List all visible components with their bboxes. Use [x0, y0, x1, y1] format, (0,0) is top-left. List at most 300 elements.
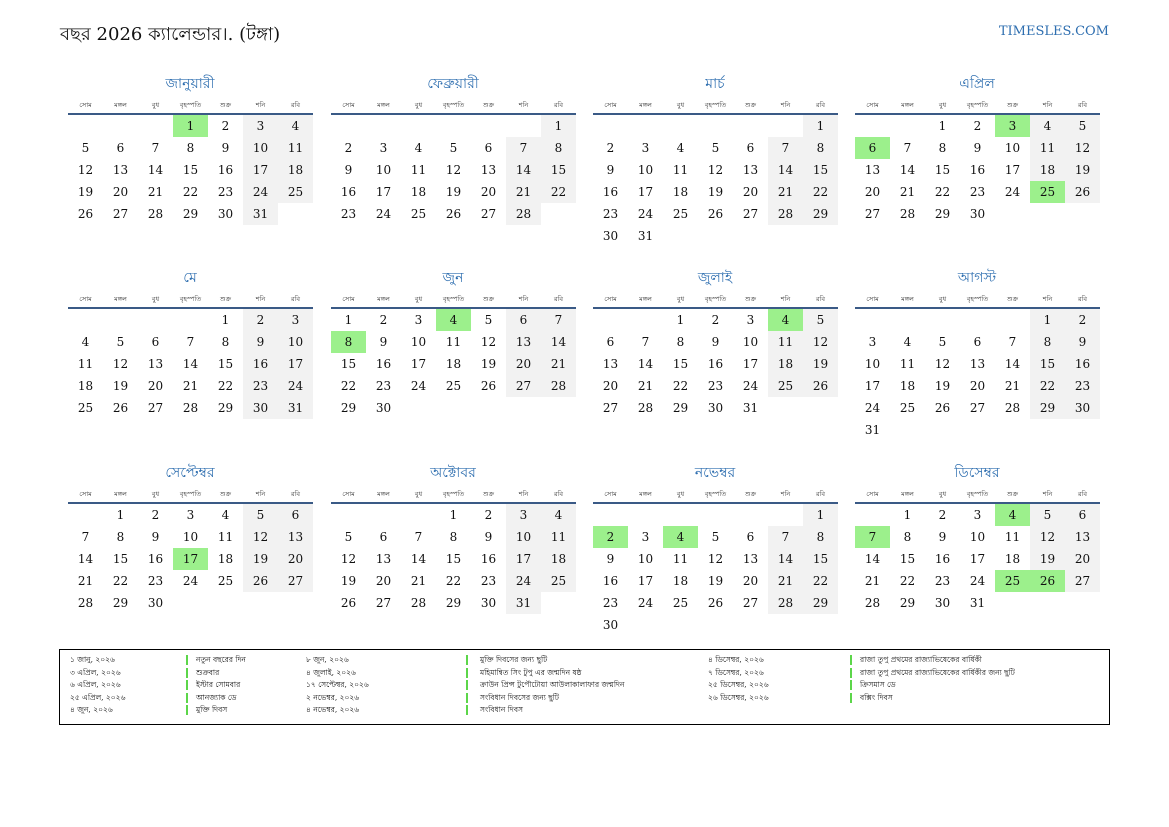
day-cell: 30 [480, 596, 497, 610]
day-cell: 24 [1004, 185, 1021, 199]
day-cell: 10 [969, 530, 986, 544]
empty-cell [890, 115, 925, 137]
day-cell: 24 [637, 207, 654, 221]
day-cell: 31 [864, 423, 881, 437]
day-cell: 8 [803, 137, 838, 159]
day-cell: 10 [375, 163, 392, 177]
legend-date: ১ জানু, ২০২৬ [70, 655, 115, 664]
day-cell: 3 [243, 115, 278, 137]
day-cell: 11 [1004, 530, 1021, 544]
day-cell: 10 [410, 335, 427, 349]
weekday-label: রবি [290, 490, 301, 498]
day-cell: 5 [449, 141, 458, 155]
day-cell: 20 [864, 185, 881, 199]
day-cell: 2 [1065, 309, 1100, 331]
day-cell: 6 [506, 309, 541, 331]
day-cell: 8 [186, 141, 195, 155]
day-cell: 23 [969, 185, 986, 199]
day-cell: 8 [449, 530, 458, 544]
day-cell: 27 [278, 570, 313, 592]
holiday-day-cell: 3 [995, 115, 1030, 137]
day-cell: 5 [116, 335, 125, 349]
day-cell: 14 [182, 357, 199, 371]
day-cell: 3 [506, 504, 541, 526]
day-cell: 19 [934, 379, 951, 393]
weekday-label: মঙ্গল [114, 101, 127, 109]
weekday-label: সোম [866, 490, 879, 498]
day-cell: 11 [1030, 137, 1065, 159]
empty-cell [768, 115, 803, 137]
legend-holiday-name: মুক্তি দিবসের জন্য ছুটি [480, 655, 548, 664]
day-cell: 15 [899, 552, 916, 566]
day-grid [68, 504, 312, 614]
day-cell: 23 [707, 379, 724, 393]
weekday-header [855, 293, 1099, 307]
day-cell: 12 [112, 357, 129, 371]
day-cell: 23 [243, 375, 278, 397]
day-cell: 6 [973, 335, 982, 349]
legend-color-marker [186, 668, 188, 678]
day-cell: 31 [637, 229, 654, 243]
day-cell: 11 [672, 552, 689, 566]
weekday-label: রবি [815, 101, 826, 109]
day-cell: 10 [506, 526, 541, 548]
day-cell: 22 [182, 185, 199, 199]
day-cell: 19 [112, 379, 129, 393]
day-grid [593, 115, 837, 247]
day-cell: 3 [973, 508, 982, 522]
day-cell: 1 [221, 313, 230, 327]
day-cell: 27 [969, 401, 986, 415]
legend-date: ৪ নভেম্বর, ২০২৬ [306, 705, 360, 714]
weekday-label: বৃহস্পতি [966, 295, 989, 303]
day-cell: 13 [480, 163, 497, 177]
day-cell: 23 [340, 207, 357, 221]
day-grid [855, 309, 1099, 441]
day-cell: 29 [934, 207, 951, 221]
empty-cell [68, 115, 103, 137]
weekday-label: মঙ্গল [114, 295, 127, 303]
day-cell: 29 [672, 401, 689, 415]
day-cell: 8 [221, 335, 230, 349]
site-link[interactable]: TIMESLES.COM [998, 24, 1109, 39]
day-grid [68, 115, 312, 225]
day-cell: 1 [1030, 309, 1065, 331]
day-cell: 28 [506, 203, 541, 225]
day-cell: 15 [340, 357, 357, 371]
day-cell: 11 [77, 357, 94, 371]
day-cell: 6 [484, 141, 493, 155]
day-grid [593, 309, 837, 419]
day-cell: 31 [969, 596, 986, 610]
day-cell: 11 [672, 163, 689, 177]
day-cell: 15 [803, 548, 838, 570]
weekday-label: শনি [518, 295, 529, 303]
day-cell: 2 [938, 508, 947, 522]
holiday-day-cell: 8 [331, 331, 366, 353]
empty-cell [925, 309, 960, 331]
day-cell: 14 [77, 552, 94, 566]
day-cell: 28 [541, 375, 576, 397]
weekday-label: সোম [866, 101, 879, 109]
weekday-label: বুধ [414, 295, 423, 303]
empty-cell [331, 504, 366, 526]
month-name: জানুয়ারী [165, 76, 215, 92]
holiday-legend [59, 649, 1110, 725]
day-cell: 20 [375, 574, 392, 588]
day-cell: 26 [112, 401, 129, 415]
day-cell: 20 [112, 185, 129, 199]
day-cell: 7 [641, 335, 650, 349]
day-cell: 24 [410, 379, 427, 393]
legend-color-marker [186, 693, 188, 703]
day-cell: 15 [803, 159, 838, 181]
weekday-label: বৃহস্পতি [704, 101, 727, 109]
month-name: নভেম্বর [694, 465, 736, 481]
legend-date: ৮ জুন, ২০২৬ [306, 655, 349, 664]
day-cell: 20 [1065, 548, 1100, 570]
day-cell: 18 [77, 379, 94, 393]
weekday-label: সোম [342, 295, 355, 303]
weekday-label: বুধ [676, 295, 685, 303]
day-cell: 19 [480, 357, 497, 371]
day-cell: 15 [672, 357, 689, 371]
weekday-label: বুধ [938, 101, 947, 109]
legend-color-marker [850, 655, 852, 665]
day-cell: 30 [934, 596, 951, 610]
day-cell: 21 [77, 574, 94, 588]
legend-date: ৭ ডিসেম্বর, ২০২৬ [708, 667, 764, 677]
day-cell: 15 [445, 552, 462, 566]
day-cell: 9 [221, 141, 230, 155]
day-cell: 17 [637, 574, 654, 588]
day-cell: 5 [711, 530, 720, 544]
day-cell: 7 [414, 530, 423, 544]
day-cell: 14 [410, 552, 427, 566]
page-title: বছর 2026 ক্যালেন্ডার।. (টঙ্গা) [60, 24, 281, 45]
day-cell: 26 [77, 207, 94, 221]
weekday-label: রবি [1077, 101, 1088, 109]
day-cell: 2 [711, 313, 720, 327]
legend-color-marker [850, 668, 852, 678]
empty-cell [401, 115, 436, 137]
day-cell: 17 [637, 185, 654, 199]
day-cell: 1 [803, 504, 838, 526]
day-cell: 18 [541, 548, 576, 570]
day-cell: 28 [182, 401, 199, 415]
day-cell: 1 [541, 115, 576, 137]
day-cell: 20 [742, 185, 759, 199]
day-cell: 12 [480, 335, 497, 349]
empty-cell [436, 115, 471, 137]
weekday-label: রবি [553, 295, 564, 303]
day-cell: 14 [768, 548, 803, 570]
legend-date: ২৫ ডিসেম্বর, ২০২৬ [708, 680, 769, 689]
day-cell: 25 [217, 574, 234, 588]
day-cell: 25 [768, 375, 803, 397]
day-cell: 9 [151, 530, 160, 544]
day-cell: 1 [344, 313, 353, 327]
weekday-label: বৃহস্পতি [179, 490, 202, 498]
day-cell: 22 [672, 379, 689, 393]
day-cell: 10 [742, 335, 759, 349]
day-cell: 12 [445, 163, 462, 177]
day-cell: 25 [278, 181, 313, 203]
day-cell: 4 [221, 508, 230, 522]
day-cell: 26 [707, 207, 724, 221]
day-cell: 25 [77, 401, 94, 415]
day-cell: 6 [379, 530, 388, 544]
day-cell: 9 [243, 331, 278, 353]
day-cell: 29 [899, 596, 916, 610]
empty-cell [593, 115, 628, 137]
day-cell: 21 [147, 185, 164, 199]
day-cell: 15 [112, 552, 129, 566]
legend-holiday-name: রাজা তুপু প্রথমের রাজ্যাভিষেকের বার্ষিকী [860, 655, 982, 664]
weekday-label: রবি [815, 295, 826, 303]
day-cell: 3 [641, 141, 650, 155]
weekday-label: শনি [780, 101, 791, 109]
day-cell: 23 [480, 574, 497, 588]
empty-cell [103, 309, 138, 331]
day-cell: 12 [243, 526, 278, 548]
day-grid [331, 115, 575, 225]
weekday-label: সোম [79, 101, 92, 109]
day-cell: 26 [243, 570, 278, 592]
day-cell: 5 [243, 504, 278, 526]
day-cell: 19 [803, 353, 838, 375]
empty-cell [173, 309, 208, 331]
day-cell: 15 [182, 163, 199, 177]
weekday-label: বুধ [151, 101, 160, 109]
day-cell: 27 [480, 207, 497, 221]
day-cell: 21 [182, 379, 199, 393]
day-cell: 6 [1065, 504, 1100, 526]
day-cell: 13 [147, 357, 164, 371]
weekday-label: বুধ [938, 490, 947, 498]
day-cell: 22 [445, 574, 462, 588]
weekday-header [593, 293, 837, 307]
day-cell: 13 [506, 331, 541, 353]
day-cell: 17 [1004, 163, 1021, 177]
day-cell: 8 [903, 530, 912, 544]
day-cell: 25 [672, 207, 689, 221]
day-cell: 28 [864, 596, 881, 610]
day-cell: 27 [147, 401, 164, 415]
weekday-label: মঙ্গল [377, 101, 390, 109]
day-cell: 20 [742, 574, 759, 588]
day-cell: 27 [506, 375, 541, 397]
day-cell: 16 [969, 163, 986, 177]
day-cell: 27 [602, 401, 619, 415]
day-cell: 24 [637, 596, 654, 610]
weekday-header [331, 488, 575, 502]
day-cell: 31 [278, 397, 313, 419]
weekday-label: মঙ্গল [901, 295, 914, 303]
day-cell: 30 [602, 229, 619, 243]
empty-cell [68, 504, 103, 526]
day-cell: 27 [112, 207, 129, 221]
day-cell: 30 [243, 397, 278, 419]
legend-holiday-name: সংবিধান দিবস [480, 705, 523, 714]
day-cell: 18 [672, 185, 689, 199]
day-cell: 3 [641, 530, 650, 544]
weekday-label: রবি [553, 101, 564, 109]
day-cell: 10 [278, 331, 313, 353]
day-cell: 17 [375, 185, 392, 199]
day-cell: 8 [938, 141, 947, 155]
day-cell: 6 [278, 504, 313, 526]
day-cell: 5 [803, 309, 838, 331]
day-cell: 21 [1004, 379, 1021, 393]
day-cell: 27 [742, 596, 759, 610]
day-cell: 19 [1065, 159, 1100, 181]
day-cell: 29 [217, 401, 234, 415]
day-cell: 13 [602, 357, 619, 371]
legend-holiday-name: বক্সিং দিবস [860, 692, 893, 702]
day-cell: 7 [768, 526, 803, 548]
weekday-label: শুক্র [482, 101, 495, 109]
month-calendar [68, 462, 312, 614]
empty-cell [628, 115, 663, 137]
weekday-header [331, 99, 575, 113]
weekday-label: বৃহস্পতি [442, 490, 465, 498]
empty-cell [506, 115, 541, 137]
day-cell: 2 [344, 141, 353, 155]
weekday-label: শনি [518, 490, 529, 498]
weekday-label: বৃহস্পতি [442, 101, 465, 109]
day-cell: 23 [375, 379, 392, 393]
empty-cell [103, 115, 138, 137]
day-cell: 26 [934, 401, 951, 415]
day-cell: 22 [934, 185, 951, 199]
day-cell: 17 [278, 353, 313, 375]
legend-holiday-name: নতুন বছরের দিন [196, 655, 246, 664]
day-cell: 20 [278, 548, 313, 570]
empty-cell [890, 309, 925, 331]
day-cell: 12 [934, 357, 951, 371]
weekday-label: শনি [1042, 490, 1053, 498]
weekday-header [68, 293, 312, 307]
day-cell: 12 [77, 163, 94, 177]
day-cell: 26 [707, 596, 724, 610]
day-cell: 11 [899, 357, 916, 371]
day-cell: 19 [707, 185, 724, 199]
day-cell: 30 [707, 401, 724, 415]
day-cell: 15 [217, 357, 234, 371]
day-cell: 27 [1065, 570, 1100, 592]
day-cell: 13 [1065, 526, 1100, 548]
weekday-header [855, 488, 1099, 502]
weekday-label: শুক্র [482, 490, 495, 498]
day-cell: 29 [112, 596, 129, 610]
month-calendar [331, 73, 575, 225]
day-cell: 18 [217, 552, 234, 566]
day-cell: 7 [81, 530, 90, 544]
day-cell: 16 [602, 574, 619, 588]
weekday-label: মঙ্গল [114, 490, 127, 498]
day-cell: 31 [506, 592, 541, 614]
month-name: জুলাই [697, 270, 733, 286]
day-cell: 18 [672, 574, 689, 588]
day-cell: 13 [969, 357, 986, 371]
empty-cell [138, 115, 173, 137]
day-cell: 29 [803, 203, 838, 225]
day-cell: 13 [112, 163, 129, 177]
legend-color-marker [466, 693, 468, 703]
day-cell: 28 [637, 401, 654, 415]
day-cell: 1 [938, 119, 947, 133]
day-cell: 8 [116, 530, 125, 544]
day-cell: 12 [1065, 137, 1100, 159]
holiday-day-cell: 4 [663, 526, 698, 548]
day-cell: 9 [484, 530, 493, 544]
day-cell: 12 [707, 552, 724, 566]
month-calendar [68, 267, 312, 419]
day-cell: 14 [1004, 357, 1021, 371]
day-cell: 16 [375, 357, 392, 371]
weekday-label: শনি [518, 101, 529, 109]
weekday-header [855, 99, 1099, 113]
day-cell: 19 [445, 185, 462, 199]
weekday-header [331, 293, 575, 307]
weekday-label: শুক্র [1006, 295, 1019, 303]
legend-date: ৪ জুন, ২০২৬ [70, 705, 113, 714]
month-calendar [855, 73, 1099, 225]
day-cell: 13 [742, 552, 759, 566]
day-cell: 2 [221, 119, 230, 133]
day-cell: 15 [1030, 353, 1065, 375]
day-cell: 14 [541, 331, 576, 353]
day-cell: 21 [864, 574, 881, 588]
day-cell: 21 [410, 574, 427, 588]
day-cell: 16 [934, 552, 951, 566]
day-cell: 21 [637, 379, 654, 393]
day-cell: 14 [864, 552, 881, 566]
weekday-label: শনি [780, 490, 791, 498]
legend-holiday-name: ইস্টার সোমবার [196, 680, 241, 689]
day-cell: 9 [711, 335, 720, 349]
day-cell: 2 [243, 309, 278, 331]
weekday-label: শুক্র [219, 295, 232, 303]
day-grid [855, 504, 1099, 614]
weekday-label: বৃহস্পতি [179, 295, 202, 303]
day-cell: 28 [410, 596, 427, 610]
day-cell: 9 [938, 530, 947, 544]
empty-cell [593, 504, 628, 526]
day-cell: 18 [899, 379, 916, 393]
day-cell: 22 [899, 574, 916, 588]
day-grid [331, 309, 575, 419]
legend-color-marker [850, 693, 852, 703]
empty-cell [698, 504, 733, 526]
weekday-label: শুক্র [219, 490, 232, 498]
day-cell: 24 [969, 574, 986, 588]
legend-color-marker [186, 705, 188, 715]
legend-holiday-name: সংবিধান দিবসের জন্য ছুটি [480, 692, 560, 702]
weekday-label: বুধ [151, 295, 160, 303]
day-cell: 8 [803, 526, 838, 548]
day-cell: 4 [676, 141, 685, 155]
day-cell: 12 [707, 163, 724, 177]
legend-color-marker [466, 655, 468, 665]
day-cell: 2 [973, 119, 982, 133]
holiday-day-cell: 25 [1030, 181, 1065, 203]
empty-cell [628, 309, 663, 331]
weekday-header [68, 99, 312, 113]
day-cell: 30 [217, 207, 234, 221]
day-cell: 14 [899, 163, 916, 177]
